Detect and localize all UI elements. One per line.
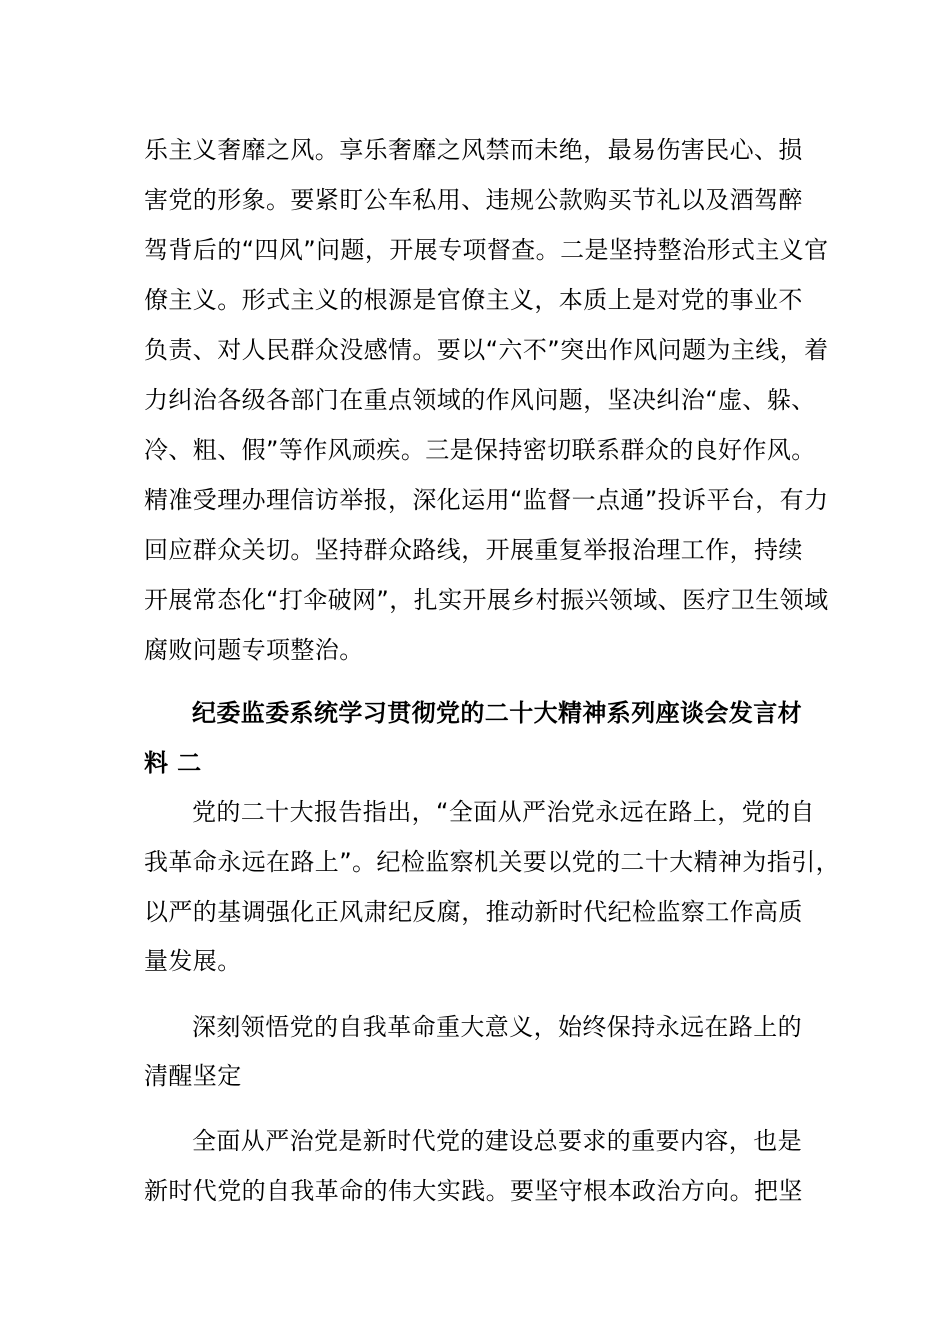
paragraph-3-line-1: 全面从严治党是新时代党的建设总要求的重要内容，也是 (192, 1127, 802, 1155)
paragraph-1-line-6: 力纠治各级各部门在重点领域的作风问题，坚决纠治“虚、躲、 (144, 386, 816, 414)
paragraph-2-line-2: 我革命永远在路上”。纪检监察机关要以党的二十大精神为指引， (144, 848, 841, 876)
paragraph-2-line-3: 以严的基调强化正风肃纪反腐，推动新时代纪检监察工作高质 (144, 898, 803, 926)
heading-line-2: 清醒坚定 (144, 1062, 242, 1090)
paragraph-1-line-3: 驾背后的“四风”问题，开展专项督查。二是坚持整治形式主义官 (144, 236, 829, 264)
paragraph-1-line-8: 精准受理办理信访举报，深化运用“监督一点通”投诉平台，有力 (144, 486, 829, 514)
paragraph-1-line-10: 开展常态化“打伞破网”，扎实开展乡村振兴领域、医疗卫生领域 (144, 586, 829, 614)
paragraph-1-line-4: 僚主义。形式主义的根源是官僚主义，本质上是对党的事业不 (144, 286, 803, 314)
paragraph-1-line-2: 害党的形象。要紧盯公车私用、违规公款购买节礼以及酒驾醉 (144, 186, 803, 214)
paragraph-1-line-7: 冷、粗、假”等作风顽疾。三是保持密切联系群众的良好作风。 (144, 436, 816, 464)
paragraph-1-line-5: 负责、对人民群众没感情。要以“六不”突出作风问题为主线，着 (144, 336, 829, 364)
title-line-2: 料 二 (144, 749, 202, 777)
title-line-1: 纪委监委系统学习贯彻党的二十大精神系列座谈会发言材 (192, 699, 802, 727)
paragraph-3-line-2: 新时代党的自我革命的伟大实践。要坚守根本政治方向。把坚 (144, 1177, 803, 1205)
paragraph-1-line-1: 乐主义奢靡之风。享乐奢靡之风禁而未绝，最易伤害民心、损 (144, 136, 803, 164)
heading-line-1: 深刻领悟党的自我革命重大意义，始终保持永远在路上的 (192, 1013, 802, 1041)
paragraph-2-line-1: 党的二十大报告指出，“全面从严治党永远在路上，党的自 (192, 798, 815, 826)
paragraph-2-line-4: 量发展。 (144, 947, 242, 975)
paragraph-1-line-9: 回应群众关切。坚持群众路线，开展重复举报治理工作，持续 (144, 536, 803, 564)
paragraph-1-line-11: 腐败问题专项整治。 (144, 636, 364, 664)
